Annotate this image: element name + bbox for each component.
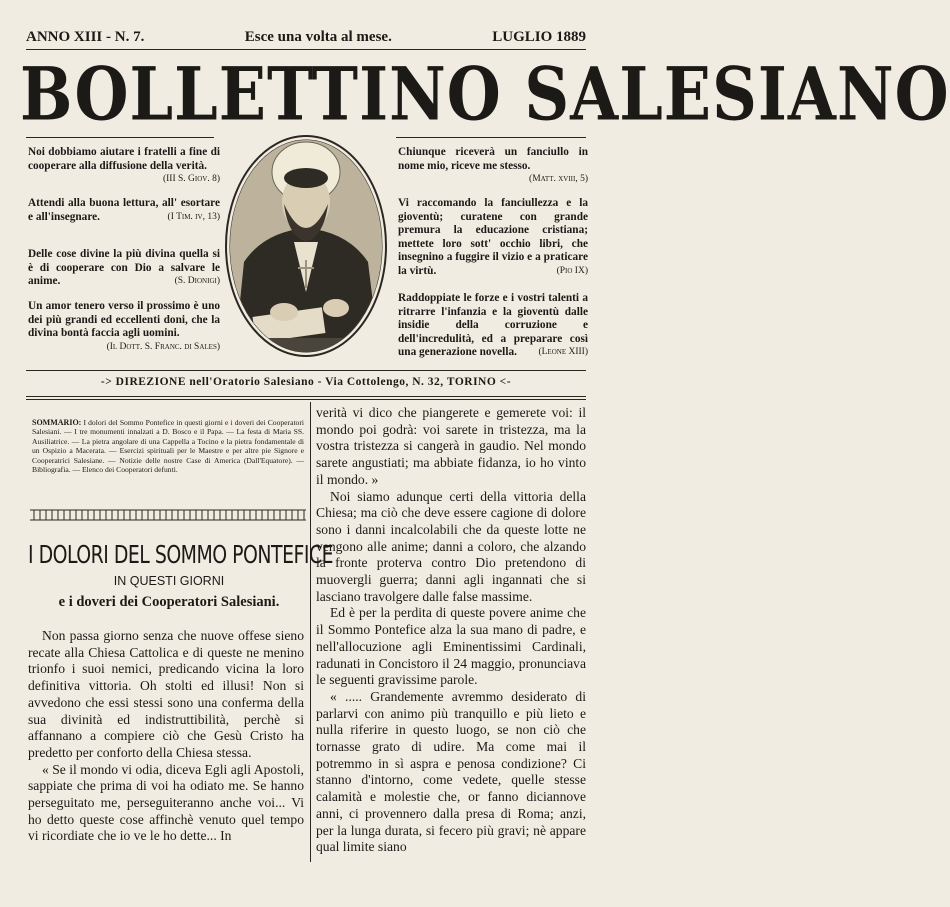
- paragraph: « Se il mondo vi odia, diceva Egli agli Apostoli, sappiate che prima di voi ha odiato me. Se hanno perseguitato me, perseguiteranno anche voi... Vi ho detto queste cose affinchè venuto quel tempo vi ricordiate che io ve le ho dette... In: [28, 761, 304, 844]
- issue-date: LUGLIO 1889: [492, 29, 586, 45]
- paragraph: Ed è per la perdita di queste povere anime che il Sommo Pontefice alza la sua mano di padre, e nell'allocuzione agli Eminentissimi Cardinali, radunati in Concistoro il 24 maggio, pronunciava le seguenti gravissime parole.: [316, 605, 586, 688]
- quote-right-1: Chiunque riceverà un fanciullo in nome mio, riceve me stesso. (Matt. xviii, 5): [398, 146, 588, 185]
- summary-box: [32, 418, 304, 474]
- quote-right-2: Vi raccomando la fanciullezza e la gioventù; curatene con grande premura la educazione cristiana; mettete loro sott' occhio libri, che insegnino a fuggire il vizio e a praticare la virtù. (Pio IX): [398, 197, 588, 277]
- address-rule-bottom-2: [26, 399, 586, 400]
- frequency-note: Esce una volta al mese.: [244, 29, 392, 45]
- ornament-divider: [30, 506, 306, 524]
- quote-left-2: Attendi alla buona lettura, all' esortare e all'insegnare. (I Tim. iv, 13): [28, 197, 220, 223]
- paragraph: Noi siamo adunque certi della vittoria della Chiesa; ma ciò che deve essere cagione di dolore sono i danni incalcolabili che da queste lotte ne vengono alle anime; danni a coloro, che alzando la fronte proterva contro Dio pretendono di muovergli guerra; danni agli ingannati che si lasciano travolgere dalle false massime.: [316, 488, 586, 604]
- paragraph: verità vi dico che piangerete e gemerete voi: il mondo poi godrà: voi sarete in tristezza, ma la vostra tristezza si cangerà in gaudio. Nel mondo sarete angustiati; ma abbiate fidanza, io ho vinto il mondo. »: [316, 405, 586, 487]
- right-rule: [396, 137, 586, 138]
- newspaper-title: BOLLETTINO SALESIANO: [20, 50, 950, 138]
- quote-left-4: Un amor tenero verso il prossimo è uno dei più grandi ed eccellenti doni, che la divina bontà faccia agli uomini. (Il Dott. S. Franc. di Sales): [28, 300, 220, 352]
- issue-number: ANNO XIII - N. 7.: [26, 29, 145, 45]
- quote-left-3: Delle cose divine la più divina quella si è di cooperare con Dio a salvare le anime. (S. Dionigi): [28, 248, 220, 288]
- summary-label: SOMMARIO:: [32, 418, 82, 427]
- quote-left-1: Noi dobbiamo aiutare i fratelli a fine di cooperare alla diffusione della verità. (III S. Giov. 8): [28, 146, 220, 185]
- quote-right-3: Raddoppiate le forze e i vostri talenti a ritrarre l'infanzia e la gioventù dalle insidie della corruzione e dell'incredulità, ed a preparare così una generazione novella. (Leone XIII): [398, 292, 588, 359]
- address-rule-bottom: [26, 396, 586, 397]
- article-column-left: [28, 628, 304, 845]
- paragraph: « ..... Grandemente avremmo desiderato di parlarvi con animo più tranquillo e più lieto e nulla riferire in questo luogo, se non ciò che tornasse grato di udire. Ma come mai il potremmo in sì aspra e penosa condizione? Ci stanno d'intorno, come vedete, quelle stesse calamità e molestie che, or fanno diciannove anni, ci provennero dalla presa di Roma; anzi, per la lunga durata, si fecero più gravi; nè appare qual limite siano: [316, 688, 586, 855]
- address-rule-top: [26, 370, 586, 371]
- paragraph: Non passa giorno senza che nuove offese sieno recate alla Chiesa Cattolica e di queste ne menino trionfo i suoi nemici, predicando vicina la loro definitiva vittoria. Oh stolti ed illusi! Non si avvedono che essi stessi sono una conferma della sua divinità ed indistruttibilità, perchè si affannano a compiere ciò che Gesù Cristo ha predetto per conforto della Chiesa stessa.: [28, 628, 304, 760]
- summary-text: I dolori del Sommo Pontefice in questi giorni e i doveri dei Cooperatori Salesiani. — I tre monumenti innalzati a D. Bosco e il Papa. — La festa di Maria SS. Ausiliatrice. — La pietra angolare di una Cappella a Tocino e la pietra fondamentale di un Ospizio a Macerata. — Esercizi spirituali per le Maestre e per altre pie Signore e Cooperatrici Salesiane. — Notizie delle nostre Case di America (Dall'Equatore). — Bibliografia. — Elenco dei Cooperatori defunti.: [32, 418, 304, 475]
- masthead-rule: [26, 49, 586, 50]
- left-rule: [26, 137, 214, 138]
- article-column-right: [316, 405, 586, 856]
- masthead: [26, 26, 586, 46]
- article-title: I DOLORI DEL SOMMO PONTEFICE: [28, 540, 334, 569]
- saint-portrait-medallion: [224, 132, 388, 360]
- article-subtitle: IN QUESTI GIORNI: [113, 574, 225, 588]
- article-subtitle-2: e i doveri dei Cooperatori Salesiani.: [58, 594, 280, 610]
- address-line: -> DIREZIONE nell'Oratorio Salesiano - Via Cottolengo, N. 32, TORINO <-: [100, 376, 512, 388]
- column-divider: [310, 402, 311, 862]
